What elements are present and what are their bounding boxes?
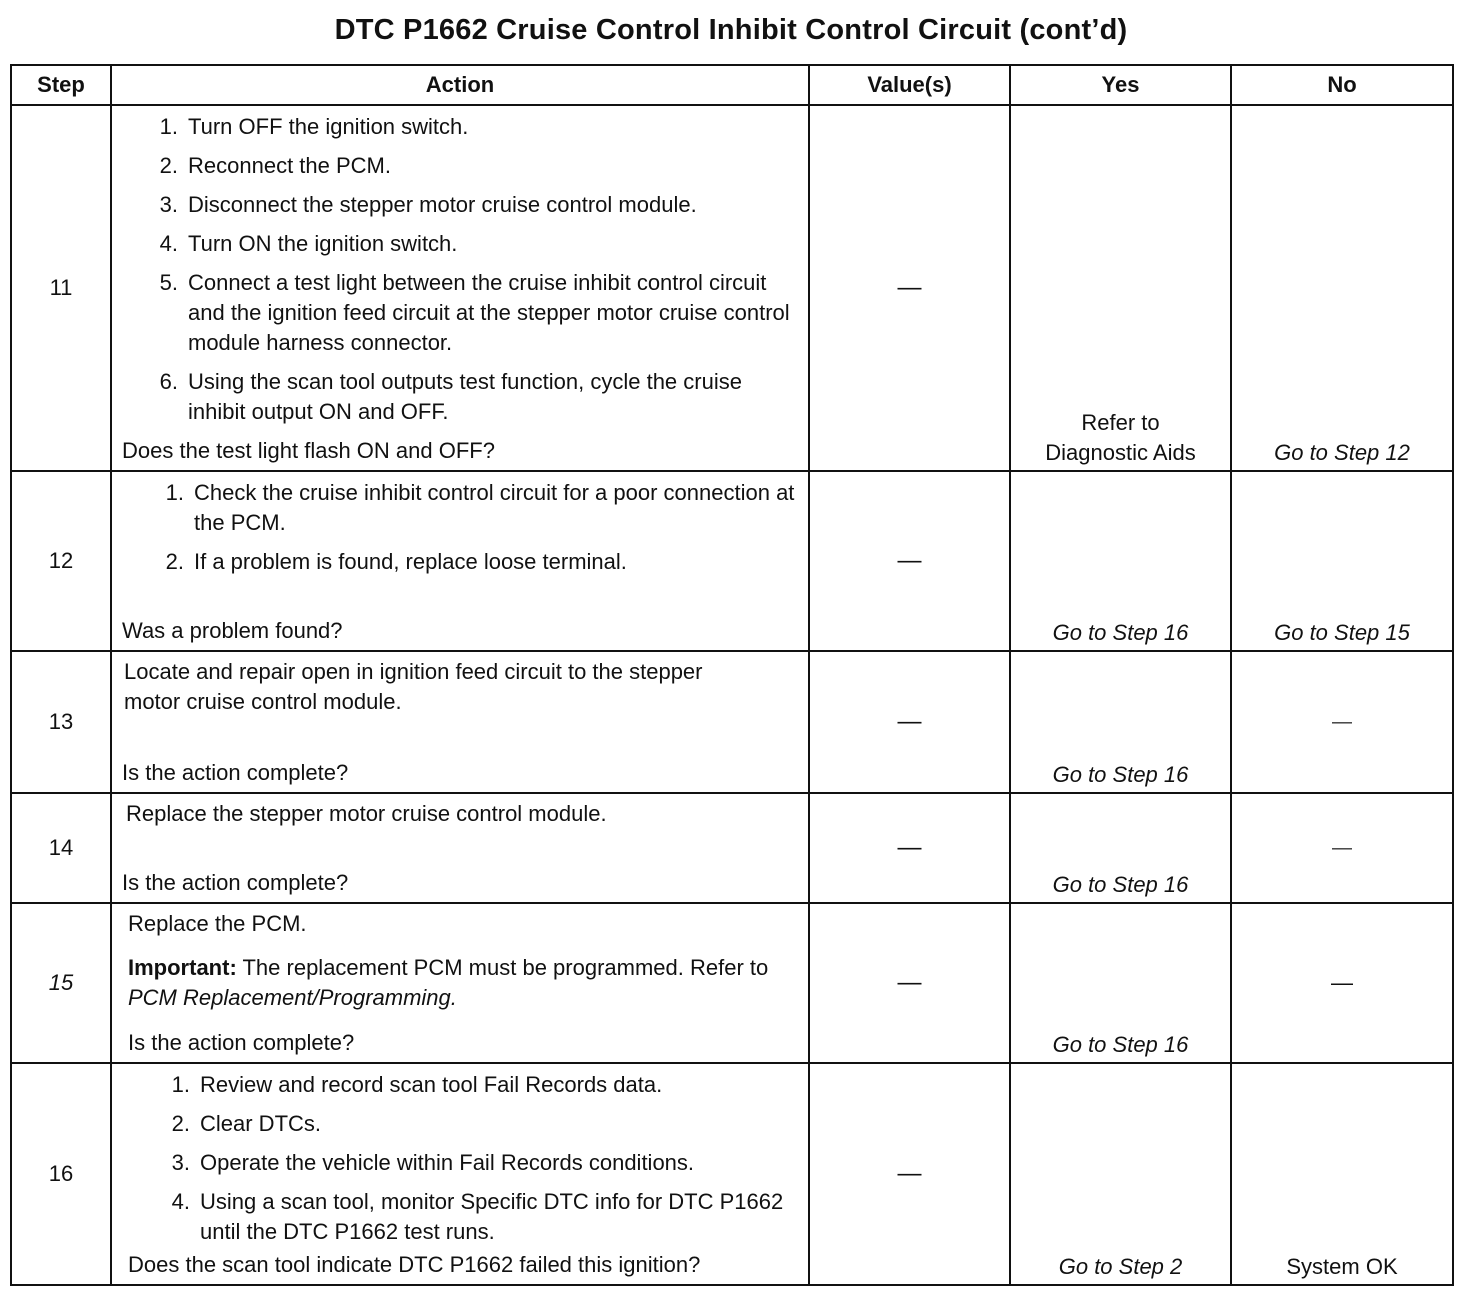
action-text: Replace the stepper motor cruise control module. (126, 801, 607, 826)
action-step-text: Turn OFF the ignition switch. (188, 114, 469, 139)
yes-cell: Go to Step 16 (1010, 903, 1231, 1063)
action-step-number: 2. (165, 549, 184, 574)
header-step: Step (11, 65, 111, 105)
no-cell: Go to Step 12 (1231, 105, 1453, 471)
no-cell (1231, 793, 1453, 903)
no-dash: — (1332, 711, 1352, 733)
no-cell: Go to Step 15 (1231, 471, 1453, 651)
table-row-step-14 (11, 793, 1453, 903)
header-no: No (1231, 65, 1453, 105)
table-row-step-15 (11, 903, 1453, 1063)
action-step-text: If a problem is found, replace loose terminal. (194, 549, 627, 574)
value-cell: — (809, 1063, 1010, 1285)
no-cell: — (1231, 903, 1453, 1063)
step-number: 11 (11, 105, 111, 471)
important-label: Important: (128, 955, 237, 980)
action-question: Is the action complete? (122, 870, 349, 895)
action-cell (111, 903, 809, 1063)
action-step (112, 151, 802, 181)
action-step-number: 4. (171, 1189, 190, 1214)
action-step-number: 2. (171, 1111, 190, 1136)
action-step-number: 1. (171, 1072, 190, 1097)
important-note (128, 953, 798, 1013)
action-question: Was a problem found? (122, 618, 343, 643)
action-step (112, 190, 802, 220)
action-step-text: Reconnect the PCM. (188, 153, 391, 178)
action-step-text: Check the cruise inhibit control circuit for a poor connection at the PCM. (194, 480, 795, 535)
page-title: DTC P1662 Cruise Control Inhibit Control Circuit (cont’d) (334, 14, 1128, 46)
action-step-text: Connect a test light between the cruise inhibit control circuit and the ignition feed circuit at the stepper motor cruise control module harness connector. (188, 270, 790, 355)
action-step-text: Clear DTCs. (200, 1111, 322, 1136)
no-cell (1231, 651, 1453, 793)
value-cell: — (809, 105, 1010, 471)
action-step-text: Using the scan tool outputs test function, cycle the cruise inhibit output ON and OFF. (188, 369, 742, 424)
action-step (124, 1109, 802, 1139)
action-step-number: 5. (159, 270, 178, 295)
action-question: Is the action complete? (128, 1030, 355, 1055)
table-row-step-13 (11, 651, 1453, 793)
no-dash: — (1332, 837, 1352, 859)
action-step (124, 1187, 802, 1247)
yes-cell (1010, 105, 1231, 471)
action-step-number: 3. (159, 192, 178, 217)
action-cell (111, 793, 809, 903)
value-cell: — (809, 903, 1010, 1063)
action-step-number: 3. (171, 1150, 190, 1175)
action-step-number: 1. (165, 480, 184, 505)
yes-cell: Go to Step 16 (1010, 793, 1231, 903)
yes-cell: Go to Step 2 (1010, 1063, 1231, 1285)
table-row-step-16 (11, 1063, 1453, 1285)
action-step-number: 1. (159, 114, 178, 139)
value-cell: — (809, 471, 1010, 651)
action-cell (111, 471, 809, 651)
action-step-number: 4. (159, 231, 178, 256)
table-row-step-12 (11, 471, 1453, 651)
action-cell (111, 1063, 809, 1285)
step-number: 16 (11, 1063, 111, 1285)
action-step-text: Disconnect the stepper motor cruise control module. (188, 192, 697, 217)
diagnostic-table (10, 64, 1454, 1286)
header-row (11, 65, 1453, 105)
action-cell (111, 105, 809, 471)
action-step (124, 1070, 802, 1100)
action-step (124, 1148, 802, 1178)
action-question: Does the scan tool indicate DTC P1662 failed this ignition? (128, 1252, 701, 1277)
yes-cell: Go to Step 16 (1010, 651, 1231, 793)
action-step-text: Review and record scan tool Fail Records data. (200, 1072, 663, 1097)
action-text: Locate and repair open in ignition feed circuit to the stepper motor cruise control module. (124, 659, 703, 714)
value-cell: — (809, 651, 1010, 793)
important-text: The replacement PCM must be programmed. Refer to (242, 955, 769, 980)
action-step (112, 268, 802, 358)
no-cell: System OK (1231, 1063, 1453, 1285)
action-step (112, 112, 802, 142)
action-step-text: Using a scan tool, monitor Specific DTC info for DTC P1662 until the DTC P1662 test runs. (200, 1189, 784, 1244)
table-row-step-11 (11, 105, 1453, 471)
action-question: Does the test light flash ON and OFF? (122, 438, 495, 463)
action-step (112, 367, 802, 427)
step-number: 15 (11, 903, 111, 1063)
action-question: Is the action complete? (122, 760, 349, 785)
action-step (118, 478, 802, 538)
header-values: Value(s) (809, 65, 1010, 105)
important-reference: PCM Replacement/Programming. (128, 985, 457, 1010)
action-step (112, 229, 802, 259)
action-step-number: 6. (159, 369, 178, 394)
step-number: 13 (11, 651, 111, 793)
step-number: 14 (11, 793, 111, 903)
action-step-text: Turn ON the ignition switch. (188, 231, 458, 256)
header-action: Action (111, 65, 809, 105)
step-number: 12 (11, 471, 111, 651)
action-step-text: Operate the vehicle within Fail Records conditions. (200, 1150, 695, 1175)
header-yes: Yes (1010, 65, 1231, 105)
action-cell (111, 651, 809, 793)
value-cell: — (809, 793, 1010, 903)
action-text: Replace the PCM. (128, 911, 307, 936)
action-step-number: 2. (159, 153, 178, 178)
yes-text: Refer to Diagnostic Aids (1045, 410, 1196, 465)
yes-cell: Go to Step 16 (1010, 471, 1231, 651)
action-step (118, 547, 802, 577)
